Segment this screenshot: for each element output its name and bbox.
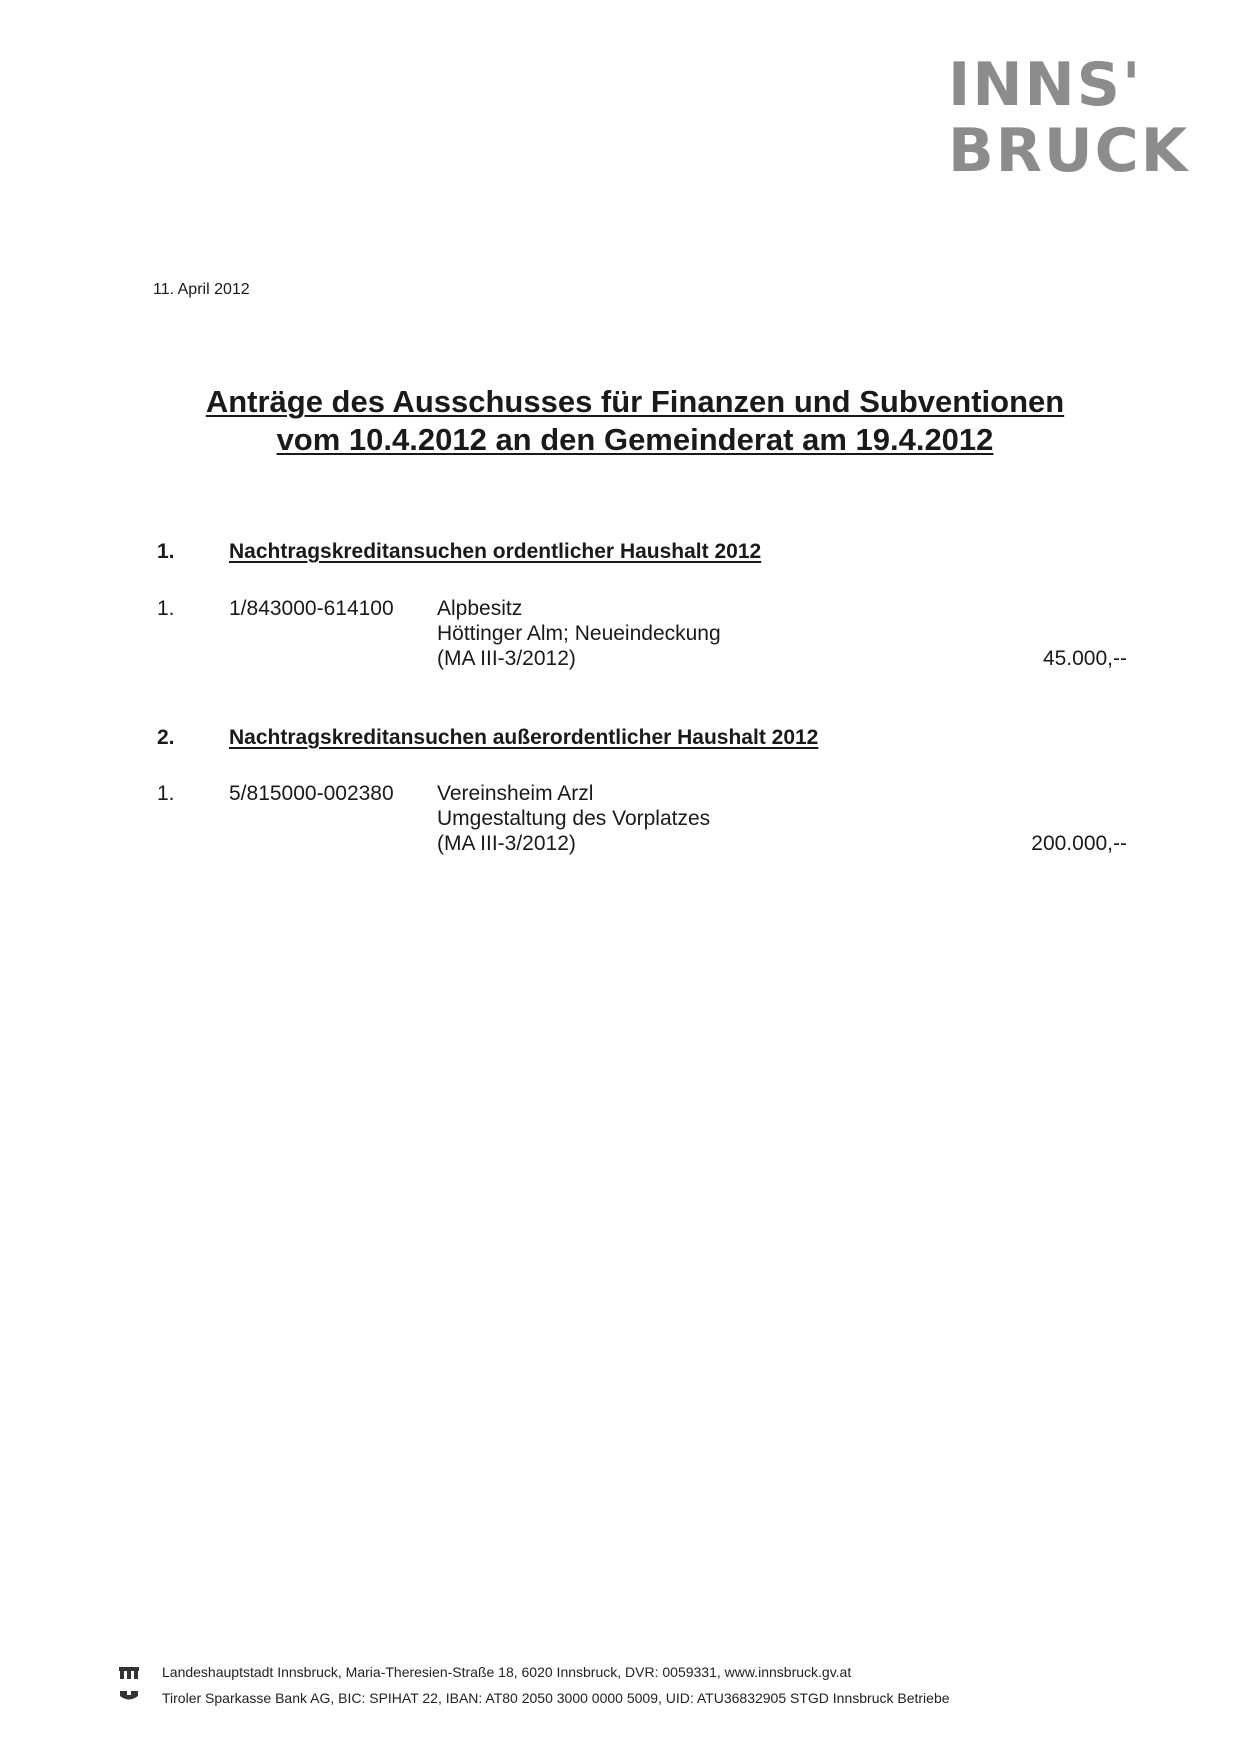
innsbruck-logo [948,50,1190,186]
account-number: 5/815000-002380 [229,782,394,805]
document-date: 11. April 2012 [153,281,250,298]
footer-address: Landeshauptstadt Innsbruck, Maria-Theresien-Straße 18, 6020 Innsbruck, DVR: 0059331, www.innsbruck.gv.at [162,1664,852,1680]
item-description [437,596,721,671]
title-line-1: Anträge des Ausschusses für Finanzen und Subventionen [205,384,1065,419]
description-line: (MA III-3/2012) [437,647,576,670]
section-label: Nachtragskreditansuchen ordentlicher Haushalt 2012 [229,540,762,563]
item-amount: 200.000,-- [1031,832,1127,855]
account-number: 1/843000-614100 [229,597,394,620]
item-number: 1. [157,597,175,620]
city-crest-icon [118,1665,140,1705]
item-number: 1. [157,782,175,805]
section-1-heading [157,540,761,564]
title-line-2: vom 10.4.2012 an den Gemeinderat am 19.4.2012 [276,422,994,457]
document-title [150,383,1120,459]
footer-text [162,1659,950,1711]
description-line: Alpbesitz [437,597,523,620]
description-line: (MA III-3/2012) [437,832,576,855]
logo-line-2: BRUCK [948,116,1190,186]
description-line: Höttinger Alm; Neueindeckung [437,622,721,645]
section-number: 2. [157,726,175,749]
item-amount: 45.000,-- [1042,647,1127,670]
section-label: Nachtragskreditansuchen außerordentlicher Haushalt 2012 [229,726,819,749]
description-line: Umgestaltung des Vorplatzes [437,807,711,830]
item-description [437,781,710,856]
description-line: Vereinsheim Arzl [437,782,594,805]
section-2-heading [157,726,818,750]
logo-line-1: INNS' [948,50,1143,120]
footer-bank: Tiroler Sparkasse Bank AG, BIC: SPIHAT 22, IBAN: AT80 2050 3000 0000 5009, UID: ATU36832905 STGD Innsbruck Betriebe [162,1690,950,1706]
section-number: 1. [157,540,175,563]
